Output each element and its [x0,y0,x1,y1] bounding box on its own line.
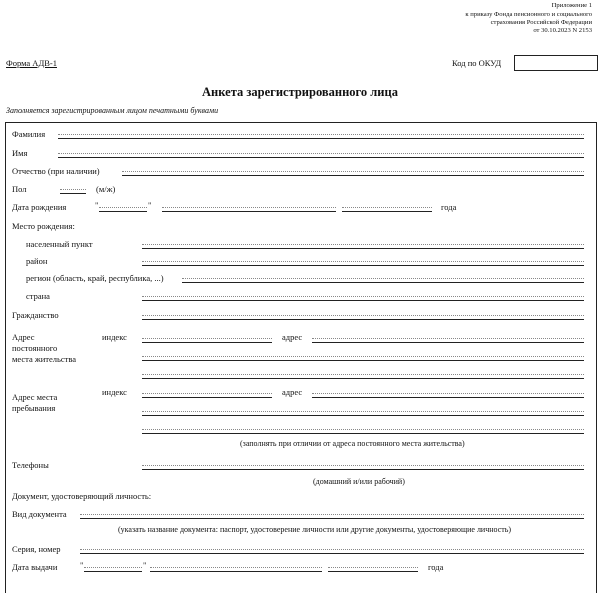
permanent-address-field-2[interactable] [142,354,584,361]
permanent-index-label: индекс [102,332,127,342]
stay-index-label: индекс [102,387,127,397]
issue-year-word: года [428,562,444,572]
district-field[interactable] [142,259,584,266]
region-field[interactable] [182,276,584,283]
patronymic-label: Отчество (при наличии) [12,166,100,176]
page-title: Анкета зарегистрированного лица [202,85,398,99]
citizenship-field[interactable] [142,313,584,320]
permanent-address-word: адрес [282,332,303,342]
phones-field[interactable] [142,463,584,470]
issue-year-field[interactable] [328,565,418,572]
issue-day-field[interactable] [84,565,142,572]
appendix-line-1: Приложение 1 [551,2,592,9]
permanent-address-label-2: постоянного [12,343,58,353]
stay-address-field-1[interactable] [312,391,584,398]
citizenship-label: Гражданство [12,310,59,320]
issue-date-label: Дата выдачи [12,562,58,572]
country-label: страна [26,291,50,301]
okud-input[interactable] [514,55,598,71]
permanent-address-field-1[interactable] [312,336,584,343]
stay-address-label-1: Адрес места [12,392,58,402]
doc-type-label: Вид документа [12,509,67,519]
phones-note: (домашний и/или рабочий) [313,477,405,486]
appendix-line-4: от 30.10.2023 N 2153 [533,27,592,34]
name-field[interactable] [58,151,584,158]
district-label: район [26,256,48,266]
birth-year-field[interactable] [342,205,432,212]
okud-label: Код по ОКУД [452,58,502,68]
sex-hint: (м/ж) [96,184,116,194]
issue-month-field[interactable] [150,565,322,572]
permanent-address-label-1: Адрес [12,332,35,342]
doc-type-note: (указать название документа: паспорт, удостоверение личности или другие документы, удостоверяющие личность) [118,525,512,534]
form-code: Форма АДВ-1 [6,58,57,68]
birth-month-field[interactable] [162,205,336,212]
country-field[interactable] [142,294,584,301]
patronymic-field[interactable] [122,169,584,176]
doc-type-field[interactable] [80,512,584,519]
sex-label: Пол [12,184,27,194]
stay-address-field-2[interactable] [142,409,584,416]
stay-address-note: (заполнять при отличии от адреса постоянного места жительства) [240,439,465,448]
birth-year-word: года [441,202,457,212]
permanent-address-label-3: места жительства [12,354,77,364]
fill-instruction: Заполняется зарегистрированным лицом печатными буквами [6,106,219,115]
appendix-line-3: страхования Российской Федерации [490,19,592,26]
stay-address-label-2: пребывания [12,403,56,413]
identity-doc-label: Документ, удостоверяющий личность: [12,491,152,501]
name-label: Имя [12,148,28,158]
birth-date-close-quote: " [148,200,152,210]
stay-index-field[interactable] [142,391,272,398]
settlement-label: населенный пункт [26,239,93,249]
sex-field[interactable] [60,187,86,194]
series-number-field[interactable] [80,547,584,554]
surname-label: Фамилия [12,129,46,139]
settlement-field[interactable] [142,242,584,249]
region-label: регион (область, край, республика, ...) [26,273,164,283]
birth-date-label: Дата рождения [12,202,67,212]
permanent-address-field-3[interactable] [142,372,584,379]
stay-address-word: адрес [282,387,303,397]
birth-date-open-quote: " [95,200,99,210]
birth-place-label: Место рождения: [12,221,75,231]
surname-field[interactable] [58,132,584,139]
permanent-index-field[interactable] [142,336,272,343]
issue-date-close-quote: " [143,560,147,570]
stay-address-field-3[interactable] [142,427,584,434]
appendix-line-2: к приказу Фонда пенсионного и социального [465,11,592,18]
issue-date-open-quote: " [80,560,84,570]
birth-day-field[interactable] [99,205,147,212]
series-number-label: Серия, номер [12,544,61,554]
phones-label: Телефоны [12,460,49,470]
